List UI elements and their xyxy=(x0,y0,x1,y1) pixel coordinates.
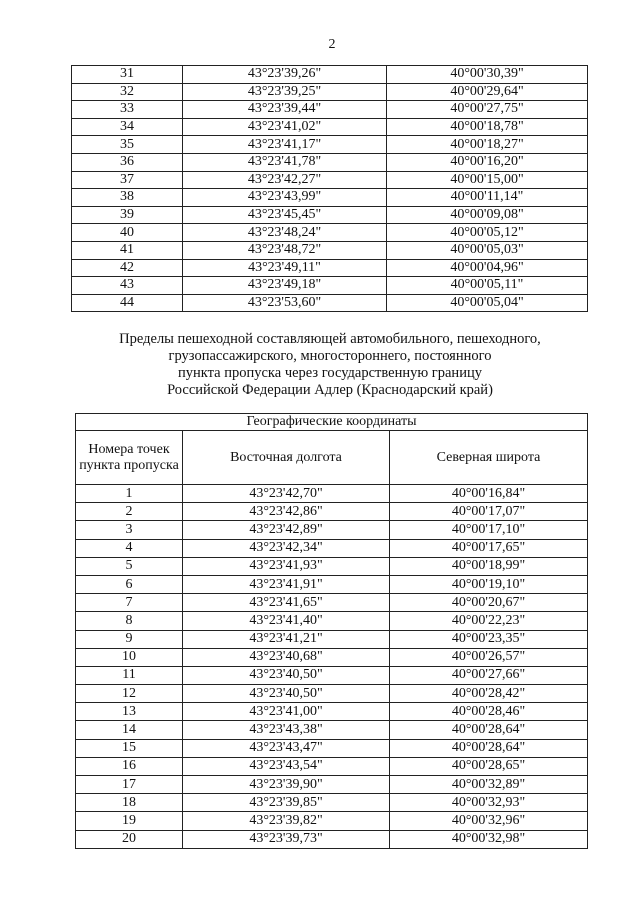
table-row xyxy=(72,153,588,171)
cell-longitude: 43°23'42,27" xyxy=(183,171,387,189)
cell-point-number: 6 xyxy=(76,575,183,593)
table-row xyxy=(76,666,588,684)
cell-point-number: 42 xyxy=(72,259,183,277)
table-row xyxy=(76,776,588,794)
table-row xyxy=(76,812,588,830)
cell-point-number: 16 xyxy=(76,757,183,775)
cell-latitude: 40°00'15,00" xyxy=(387,171,588,189)
cell-point-number: 19 xyxy=(76,812,183,830)
cell-point-number: 37 xyxy=(72,171,183,189)
table-row xyxy=(72,118,588,136)
cell-latitude: 40°00'27,75" xyxy=(387,101,588,119)
table-row xyxy=(76,557,588,575)
cell-point-number: 14 xyxy=(76,721,183,739)
table-row xyxy=(72,136,588,154)
cell-point-number: 38 xyxy=(72,189,183,207)
cell-longitude: 43°23'39,85" xyxy=(183,794,390,812)
cell-point-number: 4 xyxy=(76,539,183,557)
table-row xyxy=(76,594,588,612)
heading-line: Российской Федерации Адлер (Краснодарский край) xyxy=(167,382,493,398)
cell-latitude: 40°00'28,65" xyxy=(390,757,588,775)
cell-point-number: 35 xyxy=(72,136,183,154)
pedestrian-border-coordinates-table xyxy=(75,413,588,849)
cell-latitude: 40°00'18,27" xyxy=(387,136,588,154)
cell-latitude: 40°00'32,98" xyxy=(390,830,588,848)
cell-longitude: 43°23'42,70" xyxy=(183,485,390,503)
table-row xyxy=(76,521,588,539)
cell-longitude: 43°23'39,25" xyxy=(183,83,387,101)
cell-longitude: 43°23'41,40" xyxy=(183,612,390,630)
cell-latitude: 40°00'17,65" xyxy=(390,539,588,557)
column-header-latitude: Северная широта xyxy=(390,431,588,485)
cell-point-number: 9 xyxy=(76,630,183,648)
cell-longitude: 43°23'42,86" xyxy=(183,503,390,521)
table-row xyxy=(72,189,588,207)
cell-longitude: 43°23'41,00" xyxy=(183,703,390,721)
cell-latitude: 40°00'16,20" xyxy=(387,153,588,171)
section-heading xyxy=(0,331,640,399)
cell-longitude: 43°23'40,50" xyxy=(183,666,390,684)
cell-latitude: 40°00'20,67" xyxy=(390,594,588,612)
table-row xyxy=(72,294,588,312)
heading-line: Пределы пешеходной составляющей автомобильного, пешеходного, xyxy=(119,331,541,347)
cell-latitude: 40°00'18,78" xyxy=(387,118,588,136)
cell-longitude: 43°23'43,99" xyxy=(183,189,387,207)
table-row xyxy=(76,685,588,703)
cell-longitude: 43°23'41,65" xyxy=(183,594,390,612)
cell-latitude: 40°00'26,57" xyxy=(390,648,588,666)
cell-point-number: 5 xyxy=(76,557,183,575)
table-row xyxy=(76,703,588,721)
cell-longitude: 43°23'42,34" xyxy=(183,539,390,557)
cell-longitude: 43°23'41,78" xyxy=(183,153,387,171)
cell-point-number: 3 xyxy=(76,521,183,539)
cell-point-number: 43 xyxy=(72,277,183,295)
table-row xyxy=(76,648,588,666)
table-row xyxy=(76,757,588,775)
cell-longitude: 43°23'49,11" xyxy=(183,259,387,277)
cell-point-number: 2 xyxy=(76,503,183,521)
cell-latitude: 40°00'11,14" xyxy=(387,189,588,207)
cell-longitude: 43°23'40,68" xyxy=(183,648,390,666)
cell-latitude: 40°00'28,42" xyxy=(390,685,588,703)
table-row xyxy=(72,101,588,119)
cell-longitude: 43°23'39,73" xyxy=(183,830,390,848)
cell-point-number: 11 xyxy=(76,666,183,684)
cell-point-number: 40 xyxy=(72,224,183,242)
heading-line: грузопассажирского, многостороннего, постоянного xyxy=(168,348,492,364)
heading-line: пункта пропуска через государственную границу xyxy=(178,365,482,381)
cell-latitude: 40°00'05,04" xyxy=(387,294,588,312)
table-row xyxy=(72,241,588,259)
cell-point-number: 12 xyxy=(76,685,183,703)
cell-latitude: 40°00'18,99" xyxy=(390,557,588,575)
table-row xyxy=(72,277,588,295)
cell-point-number: 7 xyxy=(76,594,183,612)
cell-point-number: 20 xyxy=(76,830,183,848)
cell-point-number: 33 xyxy=(72,101,183,119)
cell-longitude: 43°23'53,60" xyxy=(183,294,387,312)
cell-point-number: 44 xyxy=(72,294,183,312)
cell-longitude: 43°23'40,50" xyxy=(183,685,390,703)
cell-longitude: 43°23'39,90" xyxy=(183,776,390,794)
table-row xyxy=(76,539,588,557)
cell-point-number: 36 xyxy=(72,153,183,171)
cell-longitude: 43°23'43,38" xyxy=(183,721,390,739)
table-row xyxy=(76,721,588,739)
cell-longitude: 43°23'39,44" xyxy=(183,101,387,119)
cell-longitude: 43°23'48,24" xyxy=(183,224,387,242)
cell-longitude: 43°23'41,91" xyxy=(183,575,390,593)
cell-latitude: 40°00'30,39" xyxy=(387,66,588,84)
cell-point-number: 41 xyxy=(72,241,183,259)
cell-latitude: 40°00'17,07" xyxy=(390,503,588,521)
table-row xyxy=(72,83,588,101)
cell-point-number: 32 xyxy=(72,83,183,101)
cell-latitude: 40°00'05,03" xyxy=(387,241,588,259)
cell-point-number: 39 xyxy=(72,206,183,224)
table-row xyxy=(72,66,588,84)
table-row xyxy=(76,794,588,812)
table-header-row xyxy=(76,414,588,431)
cell-longitude: 43°23'39,26" xyxy=(183,66,387,84)
cell-latitude: 40°00'17,10" xyxy=(390,521,588,539)
cell-latitude: 40°00'28,64" xyxy=(390,739,588,757)
cell-longitude: 43°23'48,72" xyxy=(183,241,387,259)
cell-point-number: 10 xyxy=(76,648,183,666)
cell-longitude: 43°23'43,47" xyxy=(183,739,390,757)
cell-latitude: 40°00'16,84" xyxy=(390,485,588,503)
cell-point-number: 15 xyxy=(76,739,183,757)
cell-latitude: 40°00'32,93" xyxy=(390,794,588,812)
cell-point-number: 1 xyxy=(76,485,183,503)
cell-longitude: 43°23'45,45" xyxy=(183,206,387,224)
cell-latitude: 40°00'23,35" xyxy=(390,630,588,648)
cell-longitude: 43°23'41,93" xyxy=(183,557,390,575)
table-row xyxy=(76,575,588,593)
cell-latitude: 40°00'29,64" xyxy=(387,83,588,101)
cell-latitude: 40°00'32,96" xyxy=(390,812,588,830)
cell-longitude: 43°23'43,54" xyxy=(183,757,390,775)
cell-latitude: 40°00'04,96" xyxy=(387,259,588,277)
page-number: 2 xyxy=(328,37,336,52)
cell-latitude: 40°00'27,66" xyxy=(390,666,588,684)
cell-longitude: 43°23'41,02" xyxy=(183,118,387,136)
table-row xyxy=(76,830,588,848)
cell-longitude: 43°23'41,17" xyxy=(183,136,387,154)
cell-point-number: 18 xyxy=(76,794,183,812)
cell-point-number: 8 xyxy=(76,612,183,630)
cell-latitude: 40°00'32,89" xyxy=(390,776,588,794)
table-row xyxy=(72,206,588,224)
table-row xyxy=(76,612,588,630)
column-header-longitude: Восточная долгота xyxy=(183,431,390,485)
cell-point-number: 34 xyxy=(72,118,183,136)
table-header-row xyxy=(76,431,588,485)
cell-latitude: 40°00'19,10" xyxy=(390,575,588,593)
table-row xyxy=(76,739,588,757)
cell-latitude: 40°00'05,11" xyxy=(387,277,588,295)
cell-latitude: 40°00'28,64" xyxy=(390,721,588,739)
cell-latitude: 40°00'05,12" xyxy=(387,224,588,242)
cell-longitude: 43°23'39,82" xyxy=(183,812,390,830)
table-row xyxy=(76,485,588,503)
table-row xyxy=(76,503,588,521)
table-row xyxy=(72,171,588,189)
cell-point-number: 13 xyxy=(76,703,183,721)
table-row xyxy=(72,259,588,277)
cell-latitude: 40°00'28,46" xyxy=(390,703,588,721)
column-header-point-number: Номера точек пункта пропуска xyxy=(76,431,183,485)
cell-longitude: 43°23'41,21" xyxy=(183,630,390,648)
cell-latitude: 40°00'22,23" xyxy=(390,612,588,630)
table-row xyxy=(76,630,588,648)
cell-point-number: 17 xyxy=(76,776,183,794)
cell-point-number: 31 xyxy=(72,66,183,84)
table-row xyxy=(72,224,588,242)
group-header: Географические координаты xyxy=(76,414,588,431)
cell-latitude: 40°00'09,08" xyxy=(387,206,588,224)
coordinates-table-continued xyxy=(71,65,588,312)
cell-longitude: 43°23'49,18" xyxy=(183,277,387,295)
cell-longitude: 43°23'42,89" xyxy=(183,521,390,539)
